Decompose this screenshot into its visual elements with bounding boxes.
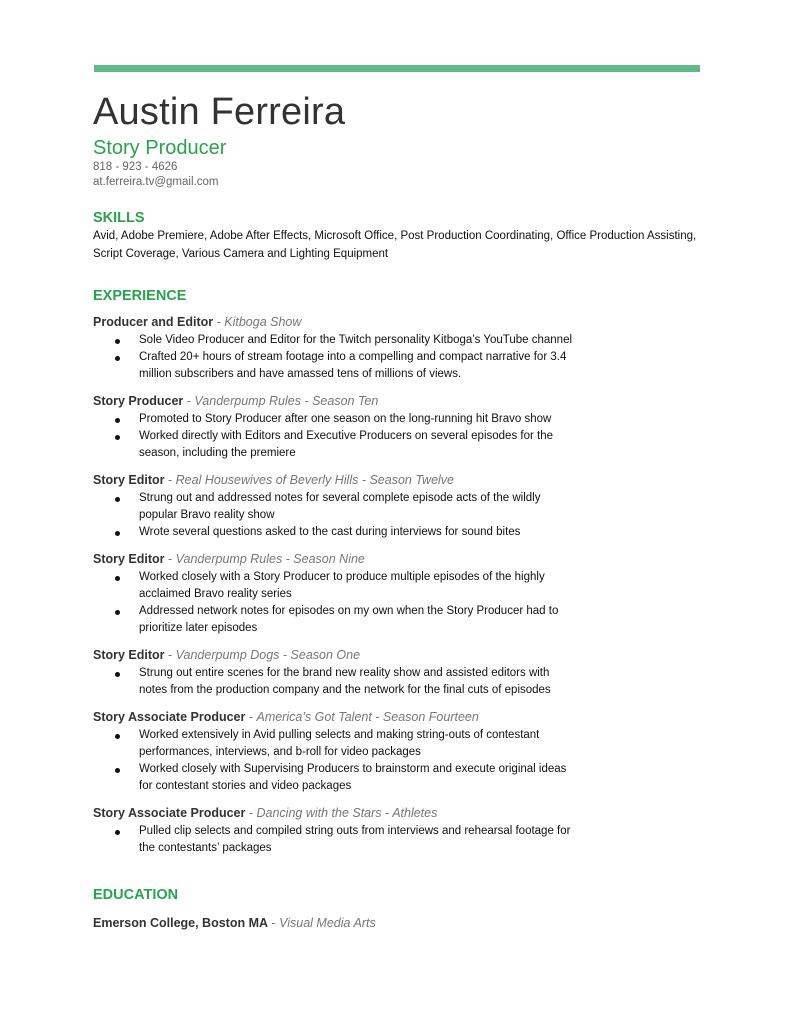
candidate-name: Austin Ferreira <box>93 91 346 133</box>
job-show: Real Housewives of Beverly Hills - Season Twelve <box>175 473 455 487</box>
job-separator: - <box>183 394 195 408</box>
bullet-text: Promoted to Story Producer after one season on the long-running hit Bravo show <box>139 413 552 425</box>
job-show: Kitboga Show <box>224 315 302 329</box>
resume-page <box>93 88 705 931</box>
job-separator: - <box>164 552 176 566</box>
bullet-text: Worked directly with Editors and Executive Producers on several episodes for the season, including the premiere <box>139 430 553 459</box>
bullet-text: Wrote several questions asked to the cast during interviews for sound bites <box>139 526 521 538</box>
bullet-icon <box>115 356 120 361</box>
job-separator: - <box>213 315 225 329</box>
job-entry <box>93 551 705 637</box>
job-heading <box>93 314 705 330</box>
job-entry <box>93 805 705 857</box>
job-bullets <box>93 490 705 541</box>
bullet-icon <box>115 576 120 581</box>
job-heading <box>93 805 705 821</box>
bullet-item <box>93 332 579 349</box>
job-heading <box>93 393 705 409</box>
bullet-text: Worked extensively in Avid pulling selects and making string-outs of contestant performances, interviews, and b-roll for video packages <box>139 729 540 758</box>
bullet-icon <box>115 734 120 739</box>
job-bullets <box>93 411 705 462</box>
skills-list: Avid, Adobe Premiere, Adobe After Effects, Microsoft Office, Post Production Coordinating, Office Production Assisting, Script Coverage, Various Camera and Lighting Equipment <box>93 230 697 260</box>
bullet-item <box>93 603 579 637</box>
job-entry <box>93 314 705 383</box>
job-role: Story Producer <box>93 394 184 408</box>
bullet-text: Crafted 20+ hours of stream footage into a compelling and compact narrative for 3.4 million subscribers and have amassed tens of millions of views. <box>139 351 567 380</box>
job-bullets <box>93 727 705 795</box>
job-bullets <box>93 665 705 699</box>
bullet-text: Sole Video Producer and Editor for the Twitch personality Kitboga’s YouTube channel <box>139 334 573 346</box>
bullet-text: Strung out and addressed notes for several complete episode acts of the wildly popular Bravo reality show <box>139 492 541 521</box>
job-bullets <box>93 569 705 637</box>
education-separator: - <box>268 916 280 930</box>
skills-heading: SKILLS <box>93 210 145 226</box>
education-entry <box>93 915 705 931</box>
experience-heading: EXPERIENCE <box>93 288 187 304</box>
bullet-item <box>93 727 579 761</box>
job-separator: - <box>245 710 257 724</box>
bullet-item <box>93 823 579 857</box>
job-heading <box>93 647 705 663</box>
job-show: America’s Got Talent - Season Fourteen <box>256 710 479 724</box>
bullet-icon <box>115 830 120 835</box>
bullet-icon <box>115 531 120 536</box>
job-bullets <box>93 332 705 383</box>
bullet-item <box>93 349 579 383</box>
bullet-icon <box>115 497 120 502</box>
job-separator: - <box>164 648 176 662</box>
job-show: Vanderpump Rules - Season Ten <box>194 394 379 408</box>
job-heading <box>93 551 705 567</box>
job-role: Story Associate Producer <box>93 710 246 724</box>
bullet-item <box>93 569 579 603</box>
job-separator: - <box>245 806 257 820</box>
bullet-icon <box>115 610 120 615</box>
bullet-item <box>93 428 579 462</box>
bullet-item <box>93 761 579 795</box>
job-role: Story Editor <box>93 473 165 487</box>
education-heading: EDUCATION <box>93 887 179 903</box>
email-address: at.ferreira.tv@gmail.com <box>93 176 219 188</box>
job-separator: - <box>164 473 176 487</box>
job-role: Story Editor <box>93 648 165 662</box>
job-entry <box>93 709 705 795</box>
job-role: Producer and Editor <box>93 315 214 329</box>
bullet-icon <box>115 418 120 423</box>
bullet-icon <box>115 768 120 773</box>
header-accent-rule <box>94 65 700 72</box>
job-heading <box>93 472 705 488</box>
job-heading <box>93 709 705 725</box>
bullet-icon <box>115 339 120 344</box>
candidate-title: Story Producer <box>93 137 227 159</box>
job-entry <box>93 472 705 541</box>
bullet-item <box>93 524 579 541</box>
bullet-text: Worked closely with Supervising Producers to brainstorm and execute original ideas for contestant stories and video packages <box>139 763 567 792</box>
job-entry <box>93 393 705 462</box>
bullet-text: Pulled clip selects and compiled string outs from interviews and rehearsal footage for the contestants’ packages <box>139 825 571 854</box>
education-program: Visual Media Arts <box>279 916 376 930</box>
bullet-icon <box>115 435 120 440</box>
job-bullets <box>93 823 705 857</box>
bullet-item <box>93 665 579 699</box>
phone-number: 818 - 923 - 4626 <box>93 161 178 173</box>
bullet-icon <box>115 672 120 677</box>
job-show: Vanderpump Dogs - Season One <box>175 648 361 662</box>
bullet-text: Strung out entire scenes for the brand new reality show and assisted editors with notes from the production company and the network for the final cuts of episodes <box>139 667 551 696</box>
job-role: Story Associate Producer <box>93 806 246 820</box>
bullet-text: Addressed network notes for episodes on my own when the Story Producer had to prioritize later episodes <box>139 605 559 634</box>
job-show: Dancing with the Stars - Athletes <box>256 806 438 820</box>
experience-list <box>93 314 705 857</box>
bullet-text: Worked closely with a Story Producer to produce multiple episodes of the highly acclaimed Bravo reality series <box>139 571 545 600</box>
education-school: Emerson College, Boston MA <box>93 916 269 930</box>
job-role: Story Editor <box>93 552 165 566</box>
bullet-item <box>93 411 579 428</box>
job-entry <box>93 647 705 699</box>
job-show: Vanderpump Rules - Season Nine <box>175 552 365 566</box>
bullet-item <box>93 490 579 524</box>
